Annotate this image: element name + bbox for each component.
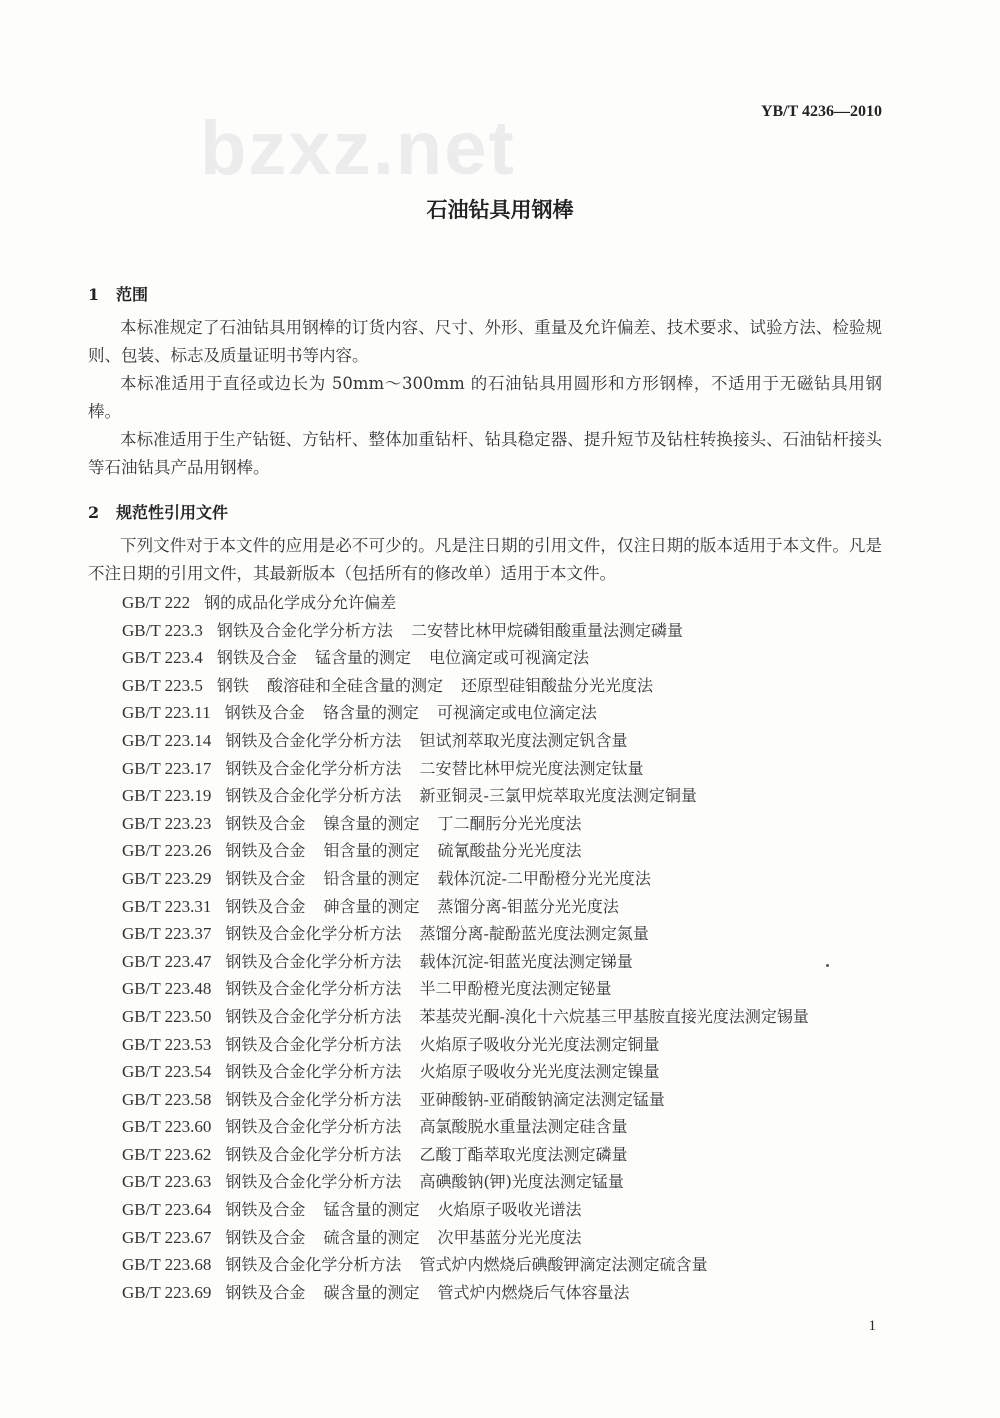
reference-item	[122, 617, 882, 645]
reference-code: GB/T 223.31	[122, 896, 212, 916]
reference-code: GB/T 222	[122, 593, 191, 612]
reference-title-part: 钢铁及合金化学分析方法	[225, 1062, 402, 1082]
reference-code: GB/T 223.19	[122, 786, 212, 806]
reference-title-part: 钢铁及合金化学分析方法	[225, 1034, 402, 1054]
reference-title-part: 半二甲酚橙光度法测定铋量	[419, 979, 612, 999]
reference-title-part: 钽试剂萃取光度法测定钒含量	[419, 730, 628, 750]
reference-item	[122, 1031, 882, 1059]
reference-title-part: 苯基荧光酮-溴化十六烷基三甲基胺直接光度法测定锡量	[419, 1006, 809, 1026]
reference-title-part: 铬含量的测定	[322, 703, 419, 723]
reference-code: GB/T 223.67	[122, 1227, 212, 1247]
reference-title-part: 次甲基蓝分光光度法	[437, 1227, 582, 1247]
reference-title-part: 钢铁及合金化学分析方法	[216, 620, 393, 640]
reference-title-part: 乙酸丁酯萃取光度法测定磷量	[419, 1144, 628, 1164]
reference-code: GB/T 223.60	[122, 1117, 212, 1137]
reference-item	[122, 644, 882, 672]
reference-title-part: 钼含量的测定	[323, 841, 420, 861]
reference-item	[122, 1141, 882, 1169]
reference-title-part: 火焰原子吸收光谱法	[437, 1200, 582, 1220]
reference-title-part: 高氯酸脱水重量法测定硅含量	[419, 1117, 628, 1137]
reference-title-part: 钢铁及合金	[216, 648, 297, 668]
reference-title-part: 钢铁及合金化学分析方法	[225, 1117, 402, 1137]
reference-title-part: 钢的成品化学成分允许偏差	[204, 593, 397, 612]
reference-item	[122, 589, 882, 617]
reference-item	[122, 948, 882, 976]
reference-title-part: 蒸馏分离-钼蓝分光光度法	[437, 896, 619, 916]
reference-code: GB/T 223.68	[122, 1255, 212, 1275]
reference-code: GB/T 223.17	[122, 758, 212, 778]
section-title: 范围	[116, 285, 149, 304]
reference-code: GB/T 223.63	[122, 1172, 212, 1192]
reference-code: GB/T 223.5	[122, 675, 203, 695]
paragraph: 下列文件对于本文件的应用是必不可少的。凡是注日期的引用文件，仅注日期的版本适用于本文件。凡是不注日期的引用文件，其最新版本（包括所有的修改单）适用于本文件。	[88, 536, 882, 583]
reference-title-part: 火焰原子吸收分光光度法测定镍量	[419, 1062, 660, 1082]
reference-item	[122, 1168, 882, 1196]
reference-title-part: 锰含量的测定	[323, 1200, 420, 1220]
section-heading-normative-references	[88, 502, 882, 524]
reference-title-part: 钢铁及合金	[225, 1282, 306, 1302]
reference-item	[122, 1113, 882, 1141]
reference-title-part: 钢铁及合金化学分析方法	[225, 1089, 402, 1109]
reference-title-part: 铅含量的测定	[323, 868, 420, 888]
reference-item	[122, 699, 882, 727]
reference-item	[122, 782, 882, 810]
reference-title-part: 钢铁	[216, 675, 249, 695]
reference-title-part: 钢铁及合金化学分析方法	[225, 786, 402, 806]
reference-code: GB/T 223.4	[122, 648, 203, 668]
reference-item	[122, 1058, 882, 1086]
reference-title-part: 二安替比林甲烷磷钼酸重量法测定磷量	[410, 620, 683, 640]
reference-code: GB/T 223.47	[122, 951, 212, 971]
section-title: 规范性引用文件	[116, 503, 229, 522]
reference-title-part: 高碘酸钠(钾)光度法测定锰量	[419, 1172, 624, 1192]
section-number: 1	[88, 285, 100, 304]
paragraph: 本标准适用于生产钻铤、方钻杆、整体加重钻杆、钻具稳定器、提升短节及钻柱转换接头、石油钻杆接头等石油钻具产品用钢棒。	[88, 430, 882, 477]
reference-title-part: 砷含量的测定	[323, 896, 420, 916]
reference-item	[122, 672, 882, 700]
reference-item	[122, 755, 882, 783]
reference-code: GB/T 223.23	[122, 813, 212, 833]
reference-title-part: 硫氰酸盐分光光度法	[437, 841, 582, 861]
reference-title-part: 钢铁及合金化学分析方法	[225, 1006, 402, 1026]
reference-title-part: 钢铁及合金化学分析方法	[225, 924, 402, 944]
reference-title-part: 丁二酮肟分光光度法	[437, 813, 582, 833]
reference-item	[122, 1279, 882, 1307]
reference-item	[122, 893, 882, 921]
reference-title-part: 钢铁及合金化学分析方法	[225, 979, 402, 999]
reference-item	[122, 1003, 882, 1031]
reference-item	[122, 810, 882, 838]
reference-title-part: 钢铁及合金化学分析方法	[225, 951, 402, 971]
reference-code: GB/T 223.29	[122, 868, 212, 888]
section-number: 2	[88, 503, 100, 522]
reference-title-part: 二安替比林甲烷光度法测定钛量	[419, 758, 644, 778]
reference-item	[122, 920, 882, 948]
reference-code: GB/T 223.26	[122, 841, 212, 861]
reference-title-part: 载体沉淀-钼蓝光度法测定锑量	[419, 951, 633, 971]
reference-title-part: 硫含量的测定	[323, 1227, 420, 1247]
reference-title-part: 管式炉内燃烧后碘酸钾滴定法测定硫含量	[419, 1255, 708, 1275]
reference-code: GB/T 223.14	[122, 730, 212, 750]
reference-title-part: 钢铁及合金	[225, 1227, 306, 1247]
reference-title-part: 钢铁及合金	[225, 896, 306, 916]
reference-title-part: 电位滴定或可视滴定法	[428, 648, 589, 668]
reference-title-part: 钢铁及合金化学分析方法	[225, 758, 402, 778]
reference-code: GB/T 223.53	[122, 1034, 212, 1054]
reference-title-part: 酸溶硅和全硅含量的测定	[266, 675, 443, 695]
reference-code: GB/T 223.58	[122, 1089, 212, 1109]
reference-title-part: 钢铁及合金化学分析方法	[225, 1255, 402, 1275]
reference-title-part: 火焰原子吸收分光光度法测定铜量	[419, 1034, 660, 1054]
reference-title-part: 钢铁及合金	[225, 1200, 306, 1220]
reference-title-part: 可视滴定或电位滴定法	[436, 703, 597, 723]
reference-title-part: 管式炉内燃烧后气体容量法	[437, 1282, 630, 1302]
reference-code: GB/T 223.3	[122, 620, 203, 640]
reference-item	[122, 865, 882, 893]
reference-title-part: 钢铁及合金化学分析方法	[225, 1172, 402, 1192]
reference-title-part: 蒸馏分离-靛酚蓝光度法测定氮量	[419, 924, 649, 944]
reference-title-part: 钢铁及合金化学分析方法	[225, 730, 402, 750]
reference-code: GB/T 223.37	[122, 924, 212, 944]
reference-title-part: 钢铁及合金	[225, 813, 306, 833]
reference-title-part: 钢铁及合金	[225, 841, 306, 861]
document-body	[88, 284, 882, 1306]
reference-title-part: 钢铁及合金	[225, 868, 306, 888]
reference-code: GB/T 223.50	[122, 1006, 212, 1026]
page-number: 1	[868, 1318, 876, 1334]
reference-code: GB/T 223.54	[122, 1062, 212, 1082]
reference-code: GB/T 223.69	[122, 1282, 212, 1302]
reference-item	[122, 727, 882, 755]
watermark: bzxz.net	[200, 106, 516, 191]
reference-code: GB/T 223.62	[122, 1144, 212, 1164]
reference-item	[122, 1224, 882, 1252]
scan-speck	[826, 964, 829, 967]
reference-item	[122, 837, 882, 865]
reference-item	[122, 1251, 882, 1279]
reference-item	[122, 1086, 882, 1114]
paragraph: 本标准适用于直径或边长为 50mm～300mm 的石油钻具用圆形和方形钢棒，不适用于无磁钻具用钢棒。	[88, 374, 882, 421]
reference-list	[122, 589, 882, 1306]
reference-item	[122, 1196, 882, 1224]
reference-title-part: 镍含量的测定	[323, 813, 420, 833]
reference-code: GB/T 223.48	[122, 979, 212, 999]
reference-title-part: 亚砷酸钠-亚硝酸钠滴定法测定锰量	[419, 1089, 665, 1109]
reference-code: GB/T 223.11	[122, 703, 211, 723]
reference-title-part: 钢铁及合金	[224, 703, 305, 723]
section-heading-scope	[88, 284, 882, 306]
reference-code: GB/T 223.64	[122, 1200, 212, 1220]
standard-number: YB/T 4236—2010	[760, 103, 882, 120]
reference-title-part: 载体沉淀-二甲酚橙分光光度法	[437, 868, 651, 888]
reference-title-part: 锰含量的测定	[314, 648, 411, 668]
document-title: 石油钻具用钢棒	[426, 197, 574, 222]
paragraph: 本标准规定了石油钻具用钢棒的订货内容、尺寸、外形、重量及允许偏差、技术要求、试验方法、检验规则、包装、标志及质量证明书等内容。	[88, 318, 882, 365]
reference-item	[122, 975, 882, 1003]
reference-title-part: 碳含量的测定	[323, 1282, 420, 1302]
reference-title-part: 新亚铜灵-三氯甲烷萃取光度法测定铜量	[419, 786, 697, 806]
reference-title-part: 还原型硅钼酸盐分光光度法	[460, 675, 653, 695]
reference-title-part: 钢铁及合金化学分析方法	[225, 1144, 402, 1164]
